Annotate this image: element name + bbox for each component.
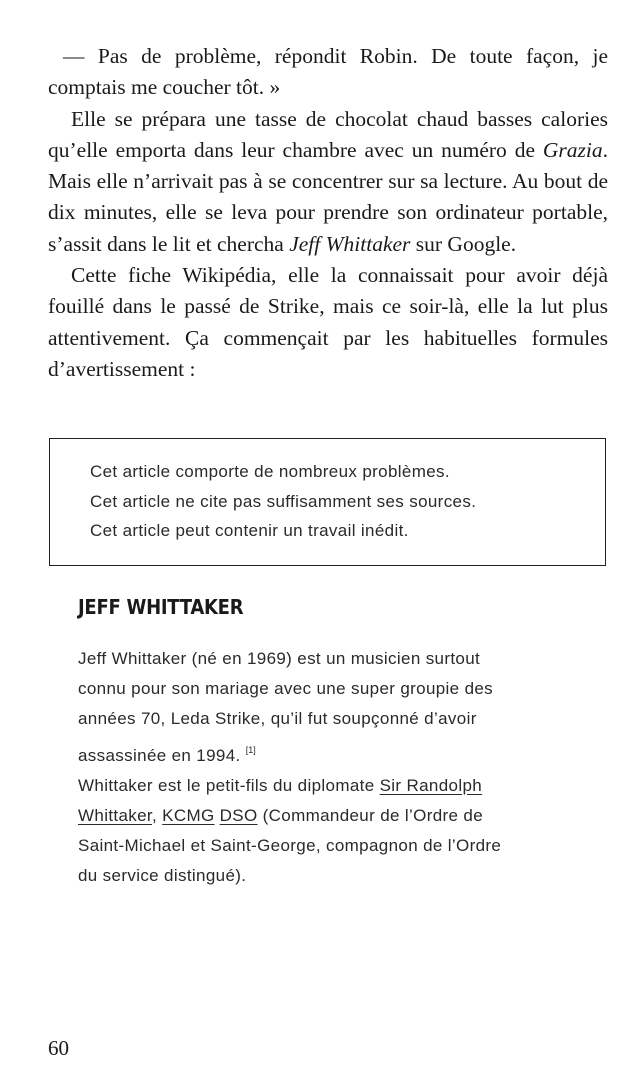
wiki-article-body xyxy=(78,644,583,892)
page-number: 60 xyxy=(48,1036,69,1060)
search-term: Jeff Whittaker xyxy=(289,231,411,256)
wiki-line-text: Whittaker est le petit-fils du diplomate xyxy=(78,775,380,795)
wiki-article-title: JEFF WHITTAKER xyxy=(78,595,244,619)
link-kcmg[interactable]: KCMG xyxy=(162,806,215,826)
wiki-line: du service distingué). xyxy=(78,866,247,886)
wiki-line xyxy=(78,801,583,831)
wiki-line xyxy=(78,771,583,801)
paragraph-wikipedia xyxy=(48,260,608,385)
link-dso[interactable]: DSO xyxy=(219,806,258,826)
wiki-line: années 70, Leda Strike, qu’il fut soupçonné d’avoir xyxy=(78,709,477,729)
paragraph-dialogue-text: — Pas de problème, répondit Robin. De toute façon, je comptais me coucher tôt. » xyxy=(48,44,608,100)
paragraph-wikipedia-text: Cette fiche Wikipédia, elle la connaissait pour avoir déjà fouillé dans le passé de Strike, mais ce soir-là, elle la lut plus attentivement. Ça commençait par les habituelles formules d’avertissement : xyxy=(48,263,608,381)
paragraph-chocolate-text-a: Elle se prépara une tasse de chocolat chaud basses calories qu’elle emporta dans leur chambre avec un numéro de xyxy=(48,106,608,162)
wiki-line: Saint-Michael et Saint-George, compagnon de l’Ordre xyxy=(78,836,502,856)
paragraph-chocolate-text-c: sur Google. xyxy=(410,231,517,256)
reference-marker[interactable]: [1] xyxy=(245,744,256,755)
wiki-line xyxy=(78,735,583,771)
warning-line: Cet article peut contenir un travail inédit. xyxy=(90,521,409,540)
narrative-text xyxy=(48,41,608,385)
wiki-line: connu pour son mariage avec une super groupie des xyxy=(78,679,494,699)
magazine-title: Grazia xyxy=(542,137,603,162)
paragraph-chocolate xyxy=(48,104,608,260)
paragraph-chocolate-text-b: . Mais elle n’arrivait pas à se concentrer sur sa lecture. Au bout de dix minutes, elle se leva pour prendre son ordinateur portable, s’assit dans le lit et chercha xyxy=(48,137,608,256)
link-whittaker[interactable]: Whittaker xyxy=(78,806,153,826)
warning-line: Cet article comporte de nombreux problèmes. xyxy=(90,462,450,481)
wikipedia-warning-box xyxy=(49,438,606,566)
wiki-line-text: assassinée en 1994. xyxy=(78,745,241,765)
link-sir-randolph[interactable]: Sir Randolph xyxy=(379,775,483,795)
wiki-separator: , xyxy=(152,806,163,826)
wiki-line: Jeff Whittaker (né en 1969) est un musicien surtout xyxy=(78,649,481,668)
warning-line: Cet article ne cite pas suffisamment ses sources. xyxy=(90,491,477,511)
wiki-line-text: (Commandeur de l’Ordre de xyxy=(257,806,484,826)
paragraph-dialogue xyxy=(48,41,608,104)
